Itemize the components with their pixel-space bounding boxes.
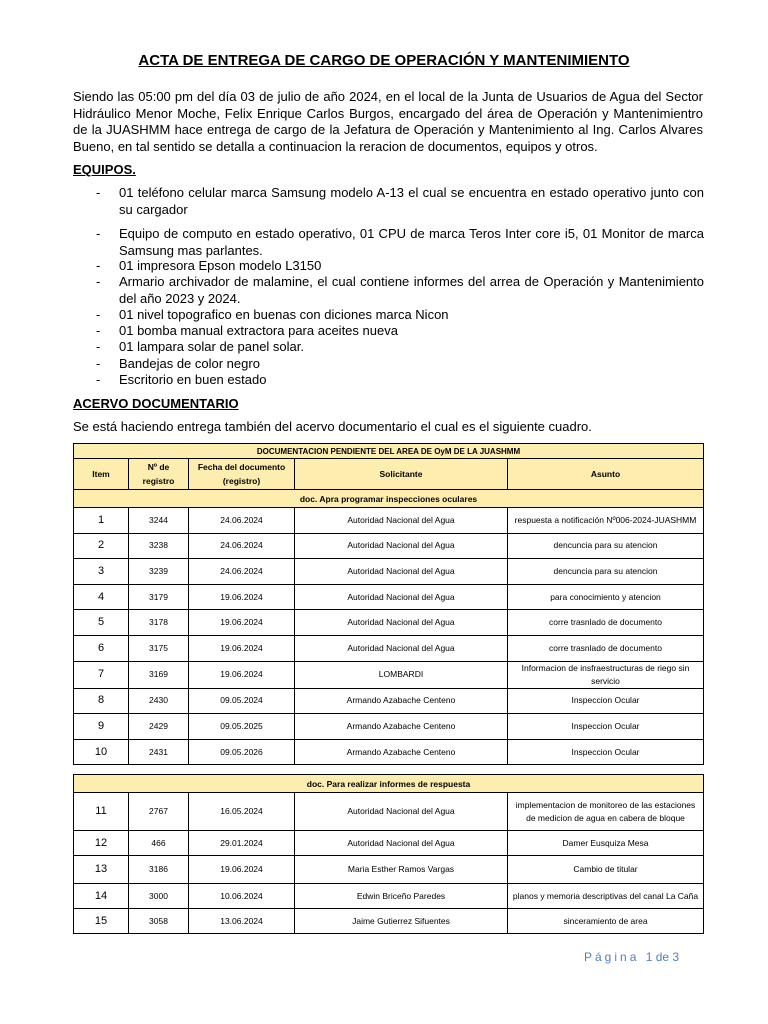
table-row — [74, 831, 704, 856]
cell-asunto: Inspeccion Ocular — [508, 739, 704, 765]
cell-registro: 2429 — [129, 714, 189, 740]
cell-registro: 3000 — [129, 884, 189, 909]
table-row — [74, 856, 704, 884]
cell-asunto: dencuncia para su atencion — [508, 559, 704, 585]
cell-item: 12 — [74, 831, 129, 856]
cell-solicitante: Autoridad Nacional del Agua — [295, 584, 508, 610]
table-header-row — [74, 459, 704, 490]
equipo-item: - Bandejas de color negro — [96, 356, 260, 371]
list-dash: - — [96, 226, 101, 241]
cell-solicitante: Edwin Briceño Paredes — [295, 884, 508, 909]
table-row — [74, 739, 704, 765]
cell-fecha: 16.05.2024 — [189, 793, 295, 831]
cell-asunto: para conocimiento y atencion — [508, 584, 704, 610]
table-row — [74, 533, 704, 559]
cell-solicitante: Maria Esther Ramos Vargas — [295, 856, 508, 884]
equipo-item: - Escritorio en buen estado — [96, 372, 267, 387]
cell-asunto: dencuncia para su atencion — [508, 533, 704, 559]
cell-solicitante: Autoridad Nacional del Agua — [295, 508, 508, 534]
table-row — [74, 635, 704, 661]
cell-item: 4 — [74, 584, 129, 610]
cell-fecha: 09.05.2026 — [189, 739, 295, 765]
cell-solicitante: Armando Azabache Centeno — [295, 688, 508, 714]
list-dash: - — [96, 274, 101, 289]
list-dash: - — [96, 185, 101, 200]
cell-registro: 3169 — [129, 661, 189, 688]
table-row — [74, 584, 704, 610]
cell-fecha: 19.06.2024 — [189, 584, 295, 610]
cell-registro: 3244 — [129, 508, 189, 534]
table-title: DOCUMENTACION PENDIENTE DEL AREA DE OyM DE LA JUASHMM — [74, 444, 704, 459]
equipo-item: - 01 nivel topografico en buenas con diciones marca Nicon — [96, 307, 449, 322]
documents-table — [73, 443, 704, 765]
table-row — [74, 793, 704, 831]
document-title: ACTA DE ENTREGA DE CARGO DE OPERACIÓN Y MANTENIMIENTO — [138, 52, 630, 69]
cell-registro: 3239 — [129, 559, 189, 585]
cell-solicitante: Autoridad Nacional del Agua — [295, 793, 508, 831]
responses-table — [73, 774, 704, 934]
equipo-item: - 01 lampara solar de panel solar. — [96, 339, 305, 354]
equipo-item: - Equipo de computo en estado operativo, 01 CPU de marca Teros Inter core i5, 01 Monitor de marca Samsung mas parlantes. — [96, 226, 704, 258]
cell-registro: 2430 — [129, 688, 189, 714]
cell-fecha: 19.06.2024 — [189, 856, 295, 884]
cell-solicitante: Autoridad Nacional del Agua — [295, 533, 508, 559]
cell-fecha: 19.06.2024 — [189, 610, 295, 636]
cell-registro: 3238 — [129, 533, 189, 559]
cell-fecha: 09.05.2025 — [189, 714, 295, 740]
cell-fecha: 10.06.2024 — [189, 884, 295, 909]
list-dash: - — [96, 323, 101, 338]
header-asunto: Asunto — [508, 459, 704, 490]
cell-fecha: 24.06.2024 — [189, 508, 295, 534]
acervo-heading: ACERVO DOCUMENTARIO — [73, 396, 239, 411]
table-row — [74, 508, 704, 534]
table-row — [74, 559, 704, 585]
cell-registro: 3058 — [129, 909, 189, 934]
cell-solicitante: Autoridad Nacional del Agua — [295, 610, 508, 636]
table-row — [74, 884, 704, 909]
cell-item: 14 — [74, 884, 129, 909]
cell-item: 1 — [74, 508, 129, 534]
cell-item: 11 — [74, 793, 129, 831]
cell-item: 13 — [74, 856, 129, 884]
cell-fecha: 24.06.2024 — [189, 533, 295, 559]
table-row — [74, 610, 704, 636]
intro-paragraph: Siendo las 05:00 pm del día 03 de julio de año 2024, en el local de la Junta de Usuarios de Agua del Sector Hidráulico Menor Moche, Felix Enrique Carlos Burgos, encargado del área de Operación y Mantenimientro de la JUASHMM hace entrega de cargo de la Jefatura de Operación y Mantenimiento al Ing. Carlos Alvares Bueno, en tal sentido se detalla a continuacion la reracion de documentos, equipos y otros. — [73, 89, 703, 154]
group-row — [74, 490, 704, 508]
cell-item: 7 — [74, 661, 129, 688]
cell-item: 15 — [74, 909, 129, 934]
header-fecha: Fecha del documento (registro) — [189, 459, 295, 490]
list-dash: - — [96, 339, 101, 354]
equipo-item: - 01 bomba manual extractora para aceites nueva — [96, 323, 398, 338]
group-title: doc. Apra programar inspecciones oculares — [74, 490, 704, 508]
cell-item: 6 — [74, 635, 129, 661]
page-number: 1 de 3 — [645, 950, 680, 964]
cell-asunto: Inspeccion Ocular — [508, 688, 704, 714]
equipo-item: - Armario archivador de malamine, el cual contiene informes del arrea de Operación y Mantenimiento del año 2023 y 2024. — [96, 274, 704, 306]
table-title-row — [74, 444, 704, 459]
cell-fecha: 13.06.2024 — [189, 909, 295, 934]
cell-registro: 2431 — [129, 739, 189, 765]
cell-fecha: 24.06.2024 — [189, 559, 295, 585]
cell-registro: 3178 — [129, 610, 189, 636]
cell-asunto: corre trasnlado de documento — [508, 610, 704, 636]
group-row — [74, 775, 704, 793]
cell-asunto: Cambio de titular — [508, 856, 704, 884]
list-dash: - — [96, 372, 101, 387]
cell-fecha: 29.01.2024 — [189, 831, 295, 856]
cell-asunto: planos y memoria descriptivas del canal La Caña — [508, 884, 704, 909]
table-row — [74, 909, 704, 934]
list-dash: - — [96, 356, 101, 371]
cell-registro: 2767 — [129, 793, 189, 831]
cell-asunto: implementacion de monitoreo de las estaciones de medicion de agua en cabera de bloque — [508, 793, 704, 831]
equipo-item: - 01 teléfono celular marca Samsung modelo A-13 el cual se encuentra en estado operativo junto con su cargador — [96, 185, 704, 217]
list-dash: - — [96, 307, 101, 322]
cell-solicitante: Autoridad Nacional del Agua — [295, 559, 508, 585]
cell-solicitante: LOMBARDI — [295, 661, 508, 688]
cell-item: 2 — [74, 533, 129, 559]
cell-solicitante: Armando Azabache Centeno — [295, 714, 508, 740]
cell-fecha: 19.06.2024 — [189, 661, 295, 688]
cell-item: 10 — [74, 739, 129, 765]
cell-solicitante: Autoridad Nacional del Agua — [295, 831, 508, 856]
page-footer — [584, 950, 679, 964]
cell-asunto: respuesta a notificación Nº006-2024-JUASHMM — [508, 508, 704, 534]
page-word: Página — [584, 950, 640, 964]
header-registro: Nº de registro — [129, 459, 189, 490]
cell-fecha: 19.06.2024 — [189, 635, 295, 661]
cell-asunto: Informacion de insfraestructuras de riego sin servicio — [508, 661, 704, 688]
cell-registro: 466 — [129, 831, 189, 856]
cell-asunto: Damer Eusquiza Mesa — [508, 831, 704, 856]
equipos-heading: EQUIPOS. — [73, 162, 136, 177]
cell-item: 9 — [74, 714, 129, 740]
cell-item: 3 — [74, 559, 129, 585]
cell-solicitante: Armando Azabache Centeno — [295, 739, 508, 765]
cell-registro: 3186 — [129, 856, 189, 884]
cell-registro: 3179 — [129, 584, 189, 610]
equipo-item: - 01 impresora Epson modelo L3150 — [96, 258, 322, 273]
cell-solicitante: Jaime Gutierrez Sifuentes — [295, 909, 508, 934]
cell-asunto: sinceramiento de area — [508, 909, 704, 934]
cell-asunto: Inspeccion Ocular — [508, 714, 704, 740]
header-solicitante: Solicitante — [295, 459, 508, 490]
group-title: doc. Para realizar informes de respuesta — [74, 775, 704, 793]
cell-item: 5 — [74, 610, 129, 636]
cell-solicitante: Autoridad Nacional del Agua — [295, 635, 508, 661]
list-dash: - — [96, 258, 101, 273]
cell-fecha: 09.05.2024 — [189, 688, 295, 714]
cell-registro: 3175 — [129, 635, 189, 661]
table-row — [74, 688, 704, 714]
acervo-paragraph: Se está haciendo entrega también del acervo documentario el cual es el siguiente cuadro. — [73, 419, 592, 434]
header-item: Item — [74, 459, 129, 490]
cell-asunto: corre trasnlado de documento — [508, 635, 704, 661]
table-row — [74, 661, 704, 688]
table-row — [74, 714, 704, 740]
cell-item: 8 — [74, 688, 129, 714]
